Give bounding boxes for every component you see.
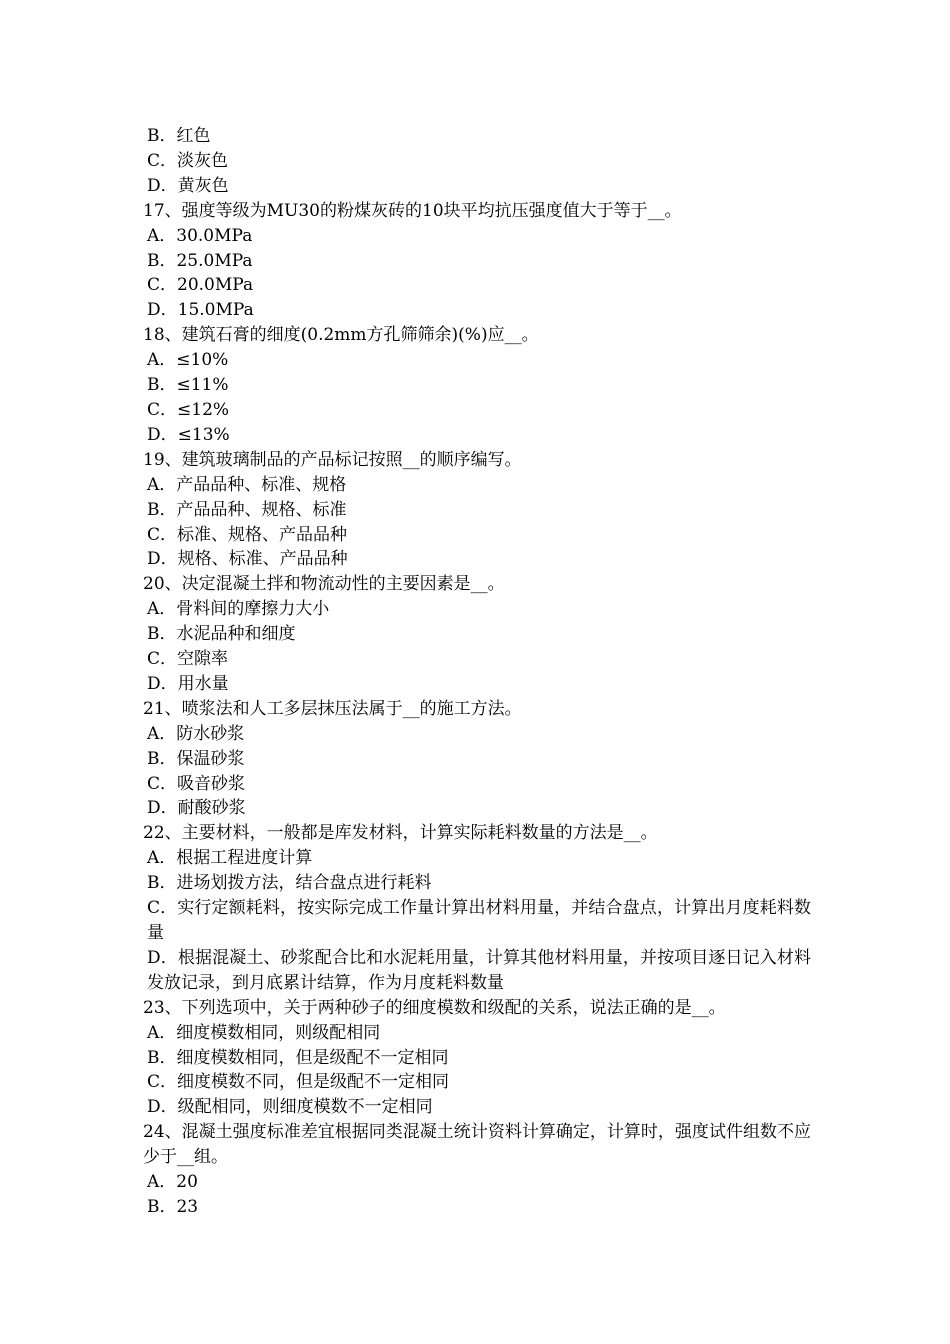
option-20-c: C．空隙率 bbox=[147, 649, 229, 670]
option-23-d: D．级配相同，则细度模数不一定相同 bbox=[147, 1097, 433, 1118]
question-23: 23、下列选项中，关于两种砂子的细度模数和级配的关系，说法正确的是__。 bbox=[143, 997, 726, 1018]
option-22-b: B．进场划拨方法，结合盘点进行耗料 bbox=[147, 873, 432, 894]
option-20-d: D．用水量 bbox=[147, 673, 229, 694]
option-23-a: A．细度模数相同，则级配相同 bbox=[147, 1022, 381, 1043]
option-17-b: B．25.0MPa bbox=[147, 250, 253, 271]
option-22-d: D．根据混凝土、砂浆配合比和水泥耗用量，计算其他材料用量，并按项目逐日记入材料发放记录，到月底累计结算，作为月度耗料数量 bbox=[147, 947, 811, 993]
option-21-d: D．耐酸砂浆 bbox=[147, 798, 246, 819]
option-21-c: C．吸音砂浆 bbox=[147, 773, 246, 794]
question-list bbox=[143, 124, 811, 1220]
option-17-c: C．20.0MPa bbox=[147, 275, 254, 296]
option-19-d: D．规格、标准、产品品种 bbox=[147, 549, 348, 570]
option-18-d: D．≤13% bbox=[147, 424, 230, 445]
question-19: 19、建筑玻璃制品的产品标记按照__的顺序编写。 bbox=[143, 449, 522, 470]
option-19-c: C．标准、规格、产品品种 bbox=[147, 524, 348, 545]
option-17-d: D．15.0MPa bbox=[147, 300, 254, 321]
question-21: 21、喷浆法和人工多层抹压法属于__的施工方法。 bbox=[143, 698, 522, 719]
option-16-b: B．红色 bbox=[147, 126, 211, 146]
option-19-a: A．产品品种、标准、规格 bbox=[147, 474, 347, 495]
question-18: 18、建筑石膏的细度(0.2mm方孔筛筛余)(%)应__。 bbox=[143, 325, 539, 346]
question-20: 20、决定混凝土拌和物流动性的主要因素是__。 bbox=[143, 574, 505, 595]
option-20-a: A．骨料间的摩擦力大小 bbox=[147, 599, 330, 620]
option-21-b: B．保温砂浆 bbox=[147, 748, 245, 769]
option-20-b: B．水泥品种和细度 bbox=[147, 624, 296, 645]
option-22-c: C．实行定额耗料，按实际完成工作量计算出材料用量，并结合盘点，计算出月度耗料数量 bbox=[147, 898, 811, 943]
option-19-b: B．产品品种、规格、标准 bbox=[147, 499, 347, 520]
option-23-b: B．细度模数相同，但是级配不一定相同 bbox=[147, 1047, 449, 1068]
option-18-c: C．≤12% bbox=[147, 399, 230, 420]
option-18-b: B．≤11% bbox=[147, 375, 229, 396]
question-22: 22、主要材料，一般都是库发材料，计算实际耗料数量的方法是__。 bbox=[143, 823, 658, 844]
option-16-c: C．淡灰色 bbox=[147, 150, 229, 171]
option-21-a: A．防水砂浆 bbox=[147, 723, 245, 744]
option-24-a: A．20 bbox=[147, 1172, 198, 1193]
option-17-a: A．30.0MPa bbox=[147, 225, 253, 246]
option-23-c: C．细度模数不同，但是级配不一定相同 bbox=[147, 1072, 450, 1093]
option-16-d: D．黄灰色 bbox=[147, 175, 229, 196]
question-24: 24、混凝土强度标准差宜根据同类混凝土统计资料计算确定，计算时，强度试件组数不应少于__组。 bbox=[143, 1122, 811, 1168]
option-24-b: B．23 bbox=[147, 1196, 199, 1217]
option-22-a: A．根据工程进度计算 bbox=[147, 848, 313, 869]
question-17: 17、强度等级为MU30的粉煤灰砖的10块平均抗压强度值大于等于__。 bbox=[143, 200, 682, 221]
option-18-a: A．≤10% bbox=[147, 350, 229, 371]
